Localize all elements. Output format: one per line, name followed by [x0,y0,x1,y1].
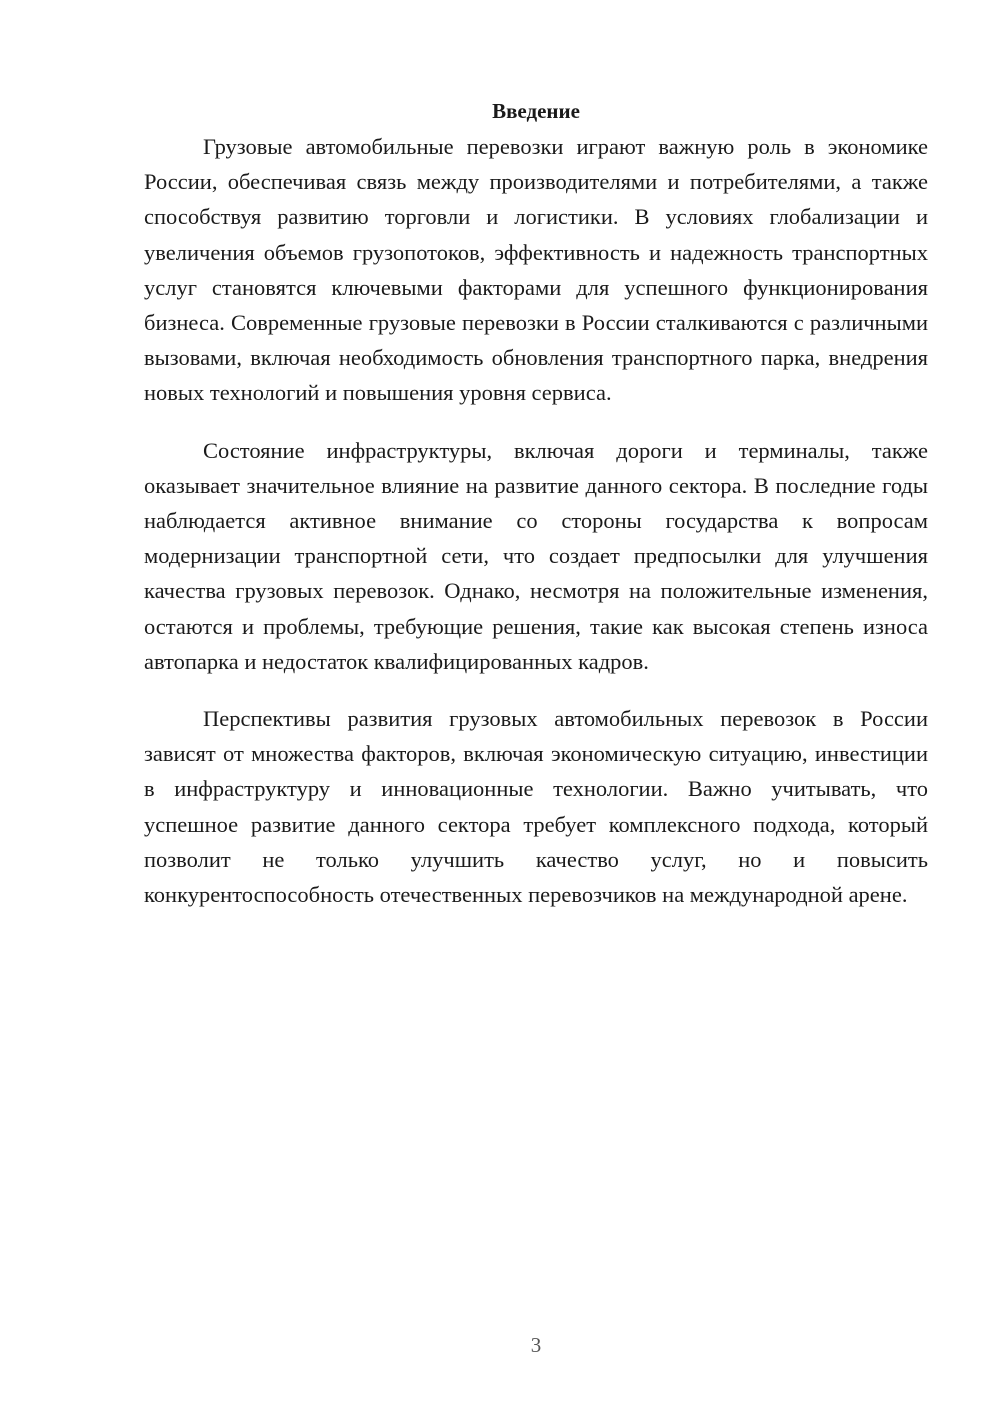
paragraph-2: Состояние инфраструктуры, включая дороги и терминалы, также оказывает значительное влияние на развитие данного сектора. В последние годы наблюдается активное внимание со стороны государства к вопросам модернизации транспортной сети, что создает предпосылки для улучшения качества грузовых перевозок. Однако, несмотря на положительные изменения, остаются и проблемы, требующие решения, такие как высокая степень износа автопарка и недостаток квалифицированных кадров. [144,437,928,674]
section-title: Введение [492,99,580,123]
page-number: 3 [530,1333,542,1357]
paragraph-1: Грузовые автомобильные перевозки играют важную роль в экономике России, обеспечивая связь между производителями и потребителями, а также способствуя развитию торговли и логистики. В условиях глобализации и увеличения объемов грузопотоков, эффективность и надежность транспортных услуг становятся ключевыми факторами для успешного функционирования бизнеса. Современные грузовые перевозки в России сталкиваются с различными вызовами, включая необходимость обновления транспортного парка, внедрения новых технологий и повышения уровня сервиса. [144,134,928,406]
paragraph-3: Перспективы развития грузовых автомобильных перевозок в России зависят от множества факторов, включая экономическую ситуацию, инвестиции в инфраструктуру и инновационные технологии. Важно учитывать, что успешное развитие данного сектора требует комплексного подхода, который позволит не только улучшить качество услуг, но и повысить конкурентоспособность отечественных перевозчиков на международной арене. [144,706,928,908]
page-content [144,94,928,912]
